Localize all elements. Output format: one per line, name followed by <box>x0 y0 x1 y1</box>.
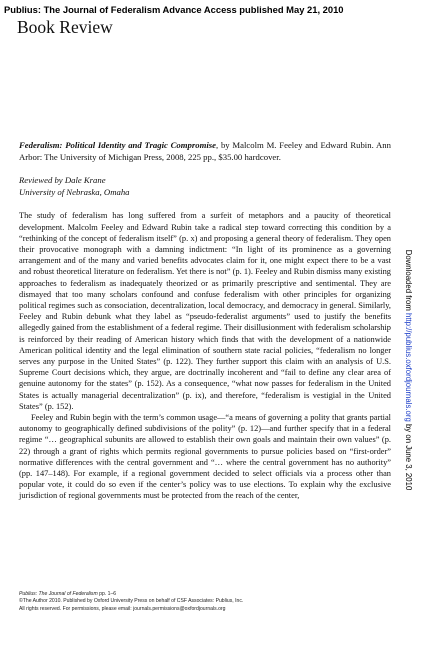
footer-journal-name: Publius: The Journal of Federalism <box>19 591 98 597</box>
footer-copyright: ©The Author 2010. Published by Oxford University Press on behalf of CSF Associates: Publius, Inc. <box>19 598 244 605</box>
reviewer-block <box>19 175 391 198</box>
body-paragraph-1: The study of federalism has long suffered from a surfeit of metaphors and a paucity of theoretical development. Malcolm Feeley and Edward Rubin take a radical step toward correcting this condition by a “rethinking of the concept of federalism itself” (p. x) and proposing a general theory of federalism. They open their provocative monograph with a damning indictment: “In light of its prominence as a governing arrangement and of the many and varied benefits advocates claim for it, one might expect there to be a vast and robust theoretical literature on federalism. Yet there is not” (p. 1). Feeley and Rubin dismiss many existing approaches to federalism as inadequately theorized or as primarily prescriptive and sentimental. They are dismayed that too many scholars confound and confuse federalism with other principles for organizing political regimes such as consociation, decentralization, local democracy, and democracy in general. Similarly, Feeley and Rubin debunk what they label as “pseudo-federalist arguments” used to justify the benefits allegedly gained from the establishment of a federal regime. Their disillusionment with federalism scholarship is reinforced by their reading of American history which finds that with the development of a nationwide American political identity and the legal elimination of southern state racial policies, “federalism no longer serves any purpose in the United States” (p. 122). They further support this claim with an analysis of U.S. Supreme Court decisions which, they argue, are doctrinally incoherent and “fail to define any clear area of genuine autonomy for the states” (p. 152). As a consequence, “what now passes for federalism in the United States is actually managerial decentralization” (p. ix), and therefore, “federalism is vestigial in the United States” (p. 152). <box>19 211 391 411</box>
download-watermark <box>401 185 415 555</box>
page-footer <box>19 591 391 613</box>
book-publication-details: , by Malcolm M. Feeley and Edward Rubin. Ann Arbor: The University of Michigan Press, 2008, 225 pp., $35.00 hardcover. <box>19 140 391 162</box>
book-citation <box>19 140 391 163</box>
journal-advance-access-banner: Publius: The Journal of Federalism Advance Access published May 21, 2010 <box>4 4 344 15</box>
body-paragraph-2: Feeley and Rubin begin with the term’s common usage—“a means of governing a polity that grants partial autonomy to geographically defined subdivisions of the polity” (p. 12)—and further specify that in a federal regime “… geographical subunits are allowed to establish their own goals and maintain their own values” (p. 22) through a grant of rights which permits regional governments to pursue policies based on “first-order” normative differences with the central government and “… where the central government has no authority” (pp. 147–148). For example, if a regional government decided to select officials via a process other than popular vote, it could do so even if the center’s policy was to use elections. To explain why the exclusive jurisdiction of regional governments must be protected from the reach of the center, <box>19 413 391 501</box>
footer-pages: pp. 1–6 <box>97 591 117 597</box>
footer-rights: All rights reserved. For permissions, please email: journals.permissions@oxfordjournals.org <box>19 605 226 612</box>
download-source-link[interactable]: http://publius.oxfordjournals.org <box>404 312 413 422</box>
download-watermark-suffix: by on June 3, 2010 <box>404 421 413 491</box>
reviewer-name: Reviewed by Dale Krane <box>19 175 106 186</box>
reviewer-affiliation: University of Nebraska, Omaha <box>19 186 130 197</box>
download-watermark-prefix: Downloaded from <box>404 249 413 313</box>
download-watermark-text <box>403 250 413 491</box>
section-title: Book Review <box>17 17 113 37</box>
book-title: Federalism: Political Identity and Tragic Compromise <box>19 140 216 150</box>
article-content <box>19 140 391 502</box>
